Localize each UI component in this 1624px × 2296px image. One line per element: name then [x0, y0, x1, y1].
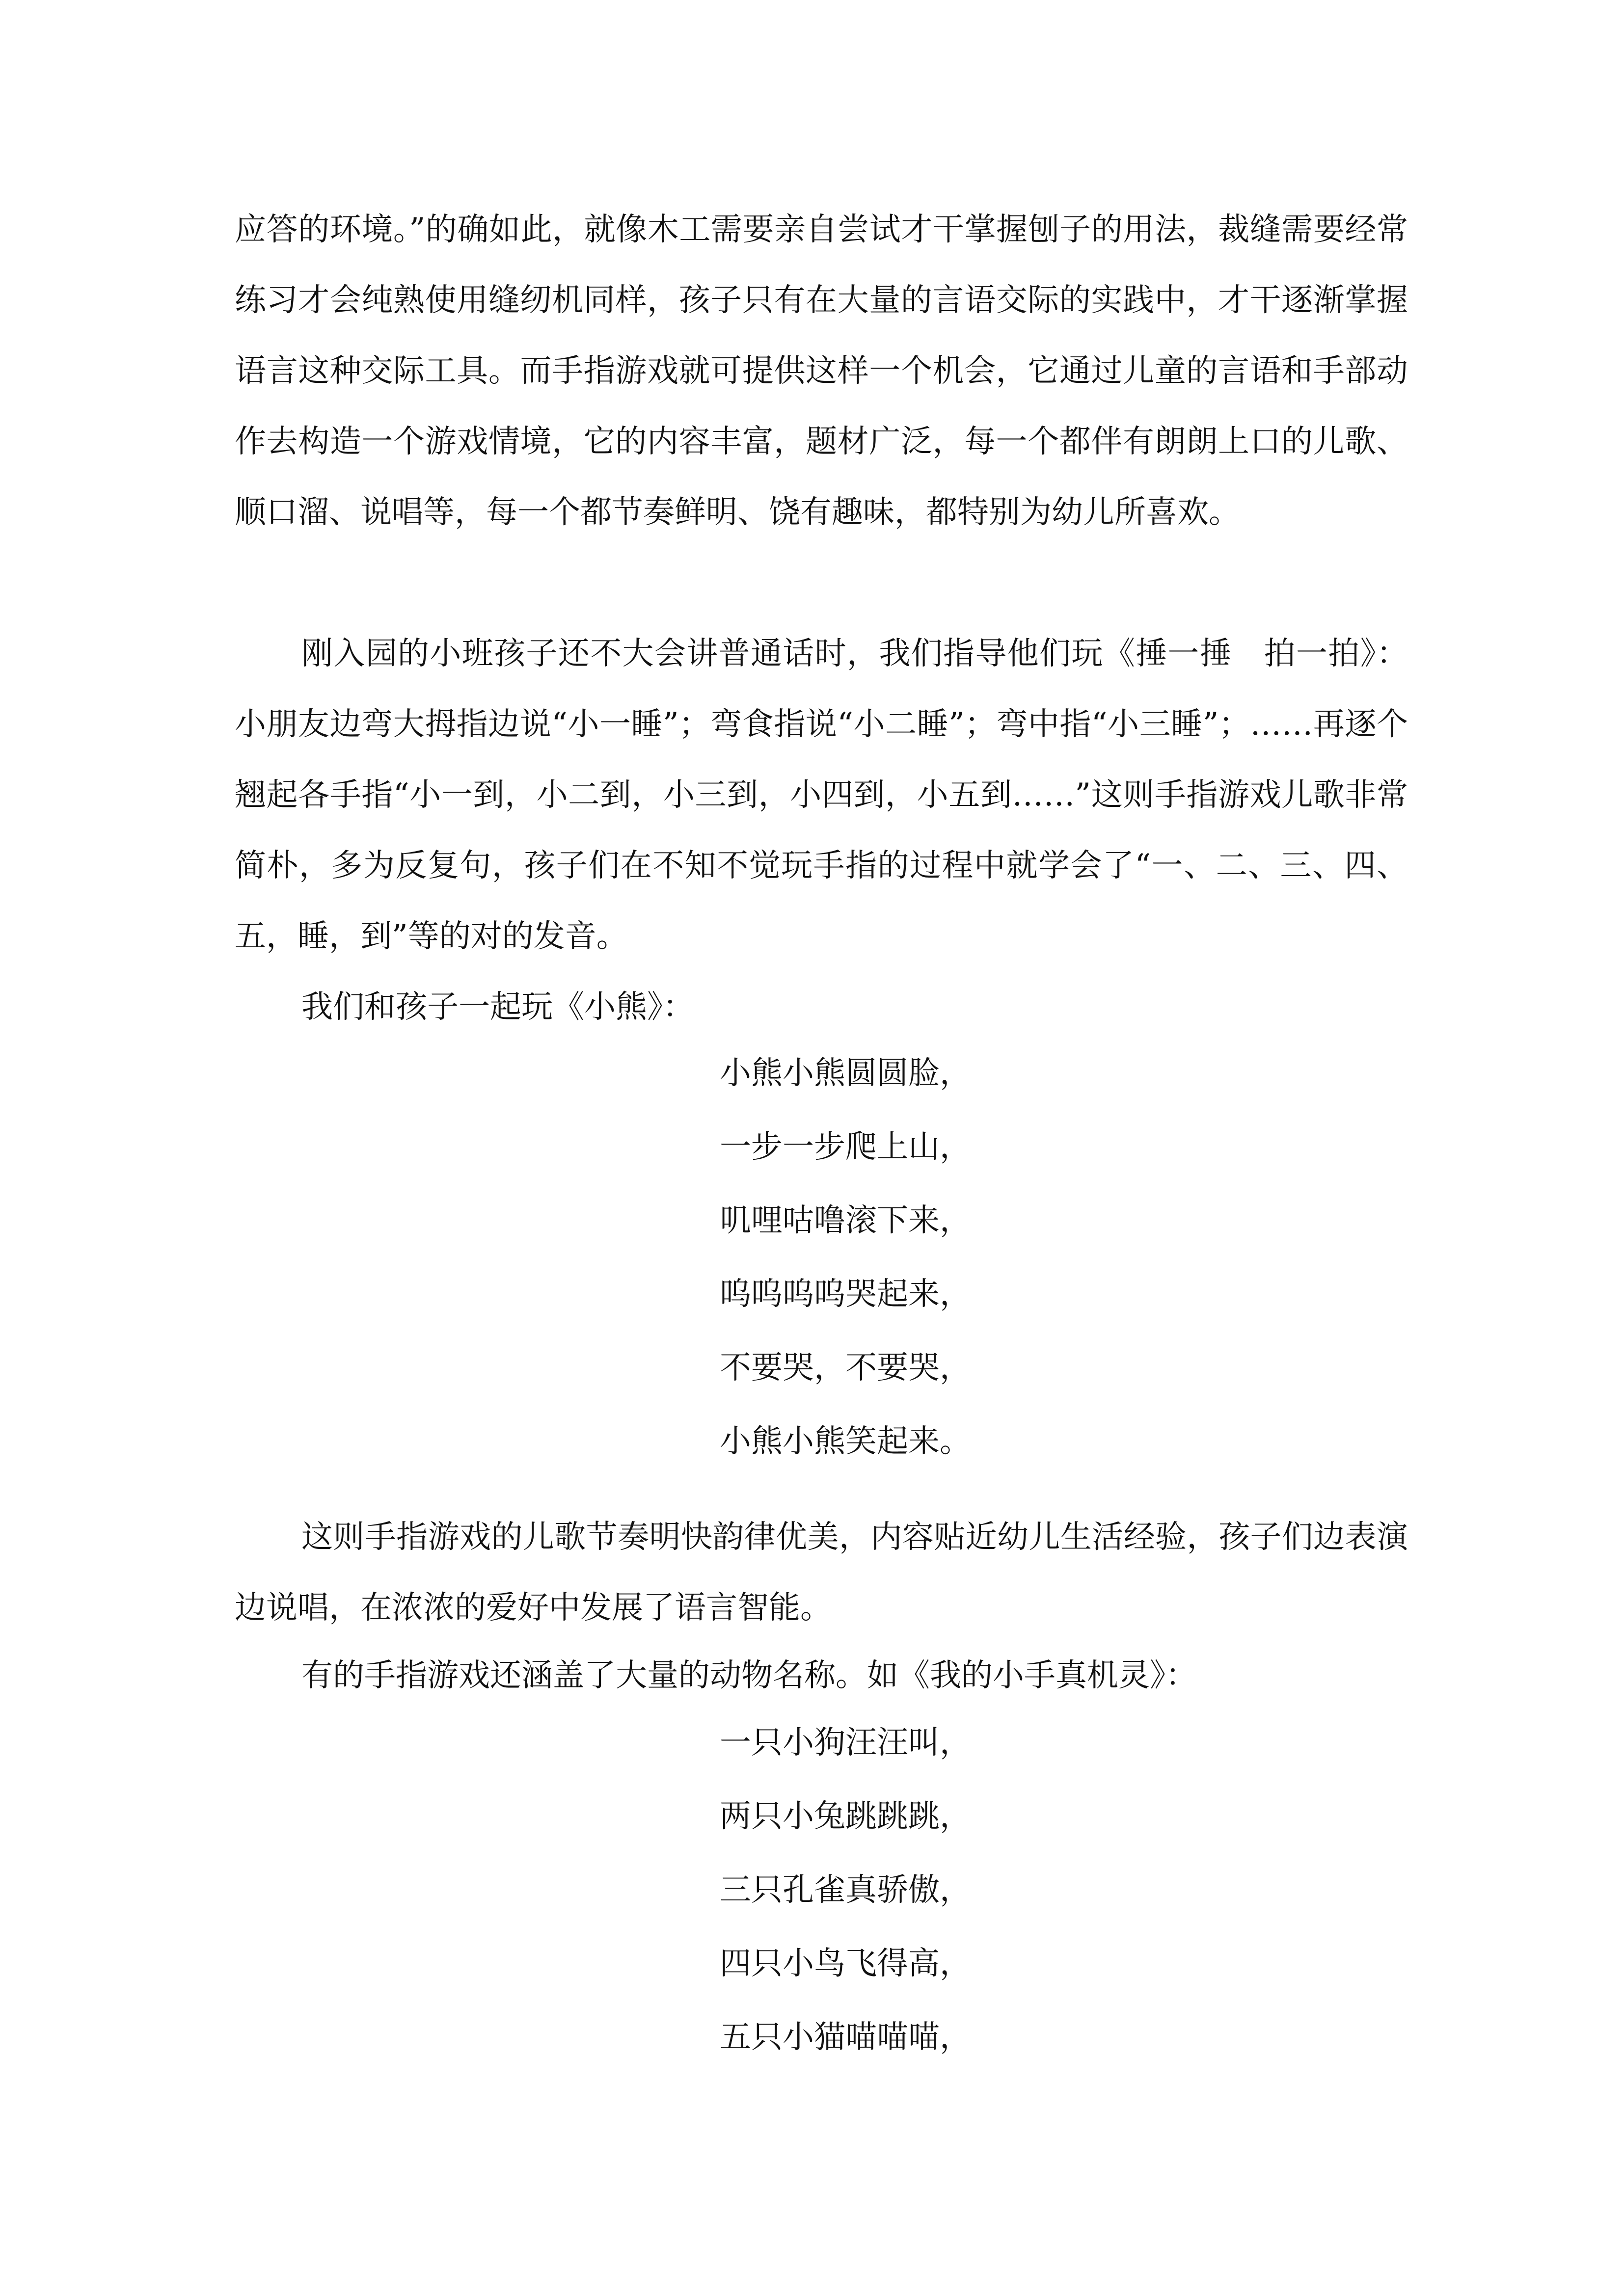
paragraph-animals-intro: 有的手指游戏还涵盖了大量的动物名称。如《我的小手真机灵》：	[301, 1657, 1197, 1694]
poem-hands	[720, 1706, 1407, 2074]
poem-line: 叽哩咕噜滚下来，	[720, 1202, 971, 1239]
paragraph-bear-summary: 这则手指游戏的儿歌节奏明快韵律优美，内容贴近幼儿生活经验，孩子们边表演边说唱，在浓浓的爱好中发展了语言智能。	[235, 1519, 1408, 1626]
poem-line: 不要哭，不要哭，	[720, 1350, 971, 1386]
poem-line: 呜呜呜呜哭起来，	[720, 1276, 971, 1312]
poem-line: 小熊小熊笑起来。	[720, 1423, 971, 1460]
poem-line: 一只小狗汪汪叫，	[720, 1725, 971, 1761]
paragraph-game-example: 刚入园的小班孩子还不大会讲普通话时，我们指导他们玩《捶一捶 拍一拍》：小朋友边弯大拇指边说“小一睡”；弯食指说“小二睡”；弯中指“小三睡”；……再逐个翘起各手指“小一到，小二到，小三到，小四到，小五到……”这则手指游戏儿歌非常简朴，多为反复句，孩子们在不知不觉玩手指的过程中就学会了“一、二、三、四、五，睡，到”等的对的发音。	[235, 636, 1408, 955]
paragraph-bear-intro: 我们和孩子一起玩《小熊》：	[301, 989, 694, 1025]
poem-line: 四只小鸟飞得高，	[720, 1946, 971, 1982]
poem-line: 小熊小熊圆圆脸，	[720, 1055, 971, 1092]
poem-line: 三只孔雀真骄傲，	[720, 1872, 971, 1908]
poem-line: 两只小兔跳跳跳，	[720, 1798, 971, 1835]
poem-bear	[720, 1037, 1407, 1478]
paragraph-intro: 应答的环境。”的确如此，就像木工需要亲自尝试才干掌握刨子的用法，裁缝需要经常练习才会纯熟使用缝纫机同样，孩子只有在大量的言语交际的实践中，才干逐渐掌握语言这种交际工具。而手指游戏就可提供这样一个机会，它通过儿童的言语和手部动作去构造一个游戏情境，它的内容丰富，题材广泛，每一个都伴有朗朗上口的儿歌、顺口溜、说唱等，每一个都节奏鲜明、饶有趣味，都特别为幼儿所喜欢。	[235, 212, 1408, 531]
poem-line: 一步一步爬上山，	[720, 1129, 971, 1165]
poem-line: 五只小猫喵喵喵，	[720, 2019, 971, 2056]
